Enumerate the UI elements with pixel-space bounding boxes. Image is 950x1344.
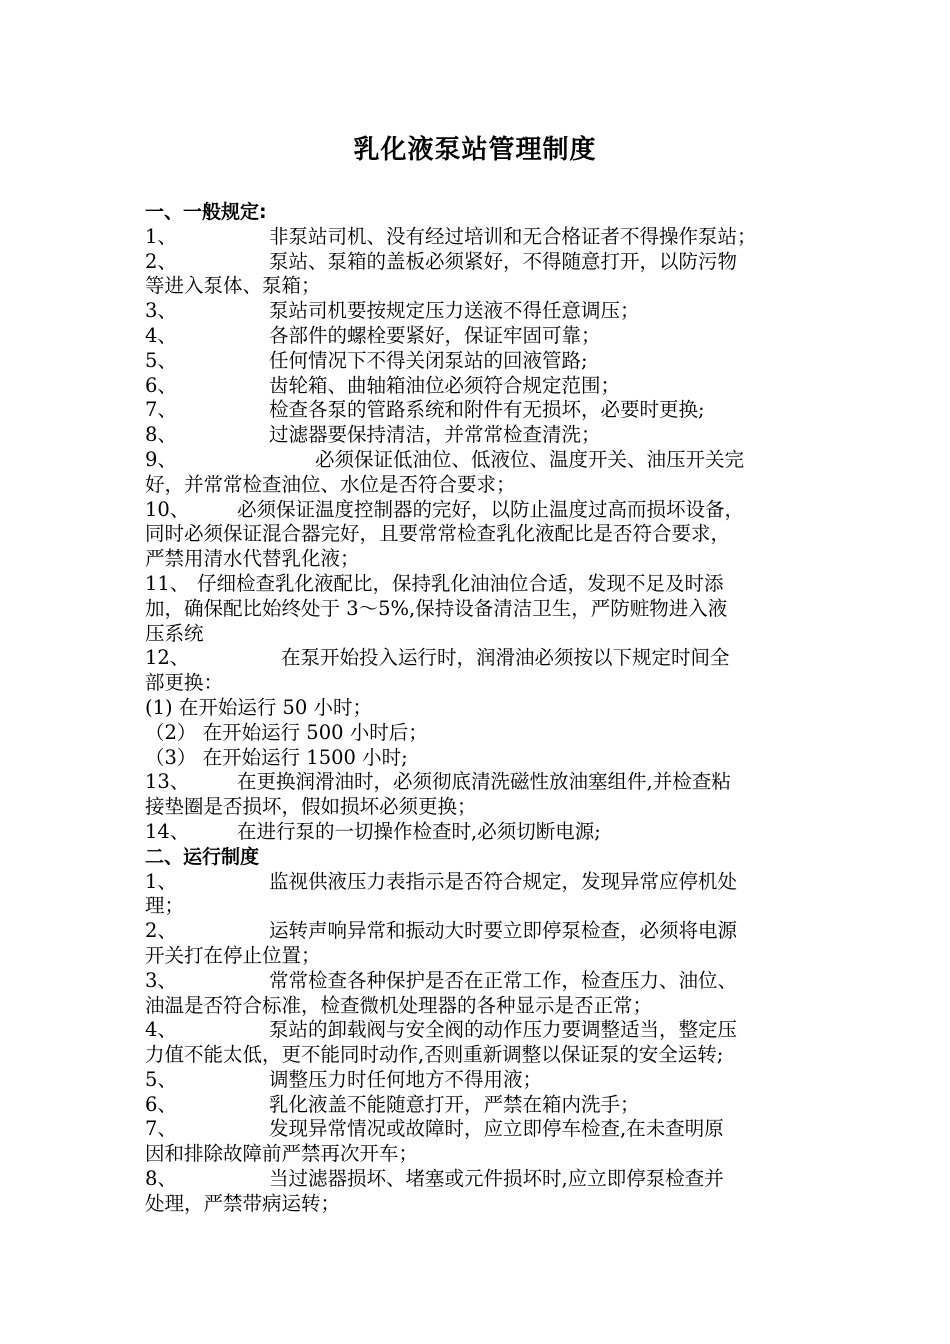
rule-text: 必须保证温度控制器的完好，以防止温度过高而损坏设备， [237, 497, 745, 521]
rule-text-continued: 好，并常常检查油位、水位是否符合要求； [145, 472, 516, 496]
rule-item [145, 646, 810, 671]
rule-item [145, 299, 810, 324]
rule-number: 2、 [145, 919, 177, 943]
rule-text: 在更换润滑油时，必须彻底清洗磁性放油塞组件,并检查粘 [237, 770, 731, 794]
rule-text: 检查各泵的管路系统和附件有无损坏，必要时更换; [269, 398, 705, 422]
sub-item: (1) 在开始运行 50 小时； [145, 695, 373, 719]
rule-text: 在进行泵的一切操作检查时,必须切断电源; [237, 819, 601, 843]
rule-number: 14、 [145, 819, 190, 843]
rule-number: 9、 [145, 447, 177, 471]
rule-text: 监视供液压力表指示是否符合规定，发现异常应停机处 [269, 869, 738, 893]
rule-number: 11、 [145, 571, 190, 595]
rule-item [145, 250, 810, 275]
rule-number: 1、 [145, 869, 177, 893]
rule-number: 6、 [145, 373, 177, 397]
rule-number: 5、 [145, 348, 177, 372]
rule-number: 2、 [145, 249, 177, 273]
rule-text-continued: 力值不能太低，更不能同时动作,否则重新调整以保证泵的安全运转; [145, 1043, 724, 1067]
sub-item: （2） 在开始运行 500 小时后； [145, 720, 428, 744]
rule-number: 12、 [145, 646, 190, 670]
rule-number: 8、 [145, 1167, 177, 1191]
rule-text: 齿轮箱、曲轴箱油位必须符合规定范围； [269, 373, 621, 397]
document-body [145, 200, 810, 1217]
rule-number: 4、 [145, 323, 177, 347]
rule-text: 过滤器要保持清洁，并常常检查清洗； [269, 423, 601, 447]
rule-item [145, 770, 810, 795]
rule-number: 6、 [145, 1092, 177, 1116]
rule-text-continued: 处理，严禁带病运转； [145, 1191, 341, 1215]
rule-text: 仔细检查乳化液配比，保持乳化油油位合适，发现不足及时添 [197, 571, 724, 595]
rule-text: 在泵开始投入运行时，润滑油必须按以下规定时间全 [281, 646, 730, 670]
rule-text: 发现异常情况或故障时，应立即停车检查,在未查明原 [269, 1117, 724, 1141]
section-heading-general: 一、一般规定: [145, 201, 267, 223]
rule-text: 各部件的螺栓要紧好，保证牢固可靠； [269, 323, 601, 347]
rule-item [145, 448, 810, 473]
rule-number: 3、 [145, 299, 177, 323]
rule-item [145, 374, 810, 399]
rule-text: 泵站、泵箱的盖板必须紧好，不得随意打开，以防污物 [269, 249, 738, 273]
rule-text-continued: 等进入泵体、泵箱； [145, 274, 321, 298]
rule-number: 8、 [145, 423, 177, 447]
rule-item [145, 324, 810, 349]
rule-text: 泵站司机要按规定压力送液不得任意调压； [269, 299, 640, 323]
rule-item [145, 870, 810, 895]
rule-number: 4、 [145, 1018, 177, 1042]
rule-text-continued: 开关打在停止位置； [145, 943, 321, 967]
rule-text-continued: 压系统 [145, 621, 204, 645]
rule-item [145, 349, 810, 374]
rule-item [145, 919, 810, 944]
rule-text-continued: 严禁用清水代替乳化液； [145, 547, 360, 571]
rule-text: 常常检查各种保护是否在正常工作，检查压力、油位、 [269, 968, 738, 992]
document-title: 乳化液泵站管理制度 [353, 135, 597, 165]
section-heading-operation: 二、运行制度 [145, 845, 260, 868]
rule-number: 5、 [145, 1067, 177, 1091]
rule-text: 调整压力时任何地方不得用液； [269, 1067, 543, 1091]
rule-text: 当过滤器损坏、堵塞或元件损坏时,应立即停泵检查并 [269, 1167, 724, 1191]
rule-number: 1、 [145, 224, 177, 248]
rule-item [145, 1018, 810, 1043]
rule-text-continued: 理； [145, 894, 185, 918]
rule-item [145, 1068, 810, 1093]
rule-number: 13、 [145, 770, 190, 794]
rule-item [145, 572, 810, 597]
rule-item [145, 423, 810, 448]
rule-text: 泵站的卸载阀与安全阀的动作压力要调整适当，整定压 [269, 1018, 738, 1042]
rule-item [145, 1167, 810, 1192]
rule-item [145, 820, 810, 845]
rule-item [145, 398, 810, 423]
rule-item [145, 1117, 810, 1142]
rule-text-continued: 同时必须保证混合器完好，且要常常检查乳化液配比是否符合要求， [145, 522, 731, 546]
rule-text: 非泵站司机、没有经过培训和无合格证者不得操作泵站； [269, 224, 757, 248]
rule-item [145, 1093, 810, 1118]
sub-item: （3） 在开始运行 1500 小时; [145, 745, 408, 769]
rule-number: 7、 [145, 1117, 177, 1141]
rule-text-continued: 油温是否符合标准，检查微机处理器的各种显示是否正常； [145, 993, 653, 1017]
rule-number: 7、 [145, 398, 177, 422]
rule-number: 10、 [145, 497, 190, 521]
rule-number: 3、 [145, 968, 177, 992]
rule-text-continued: 加，确保配比始终处于 3～5%,保持设备清洁卫生，严防赃物进入液 [145, 596, 728, 620]
rule-text: 任何情况下不得关闭泵站的回液管路; [269, 348, 588, 372]
rule-item [145, 969, 810, 994]
rule-item [145, 498, 810, 523]
rule-text-continued: 部更换： [145, 671, 224, 695]
rule-text: 乳化液盖不能随意打开，严禁在箱内洗手； [269, 1092, 640, 1116]
rule-item [145, 225, 810, 250]
rule-text-continued: 因和排除故障前严禁再次开车； [145, 1142, 419, 1166]
rule-text-continued: 接垫圈是否损坏，假如损坏必须更换； [145, 795, 477, 819]
rule-text: 必须保证低油位、低液位、温度开关、油压开关完 [315, 447, 745, 471]
rule-text: 运转声响异常和振动大时要立即停泵检查，必须将电源 [269, 919, 738, 943]
